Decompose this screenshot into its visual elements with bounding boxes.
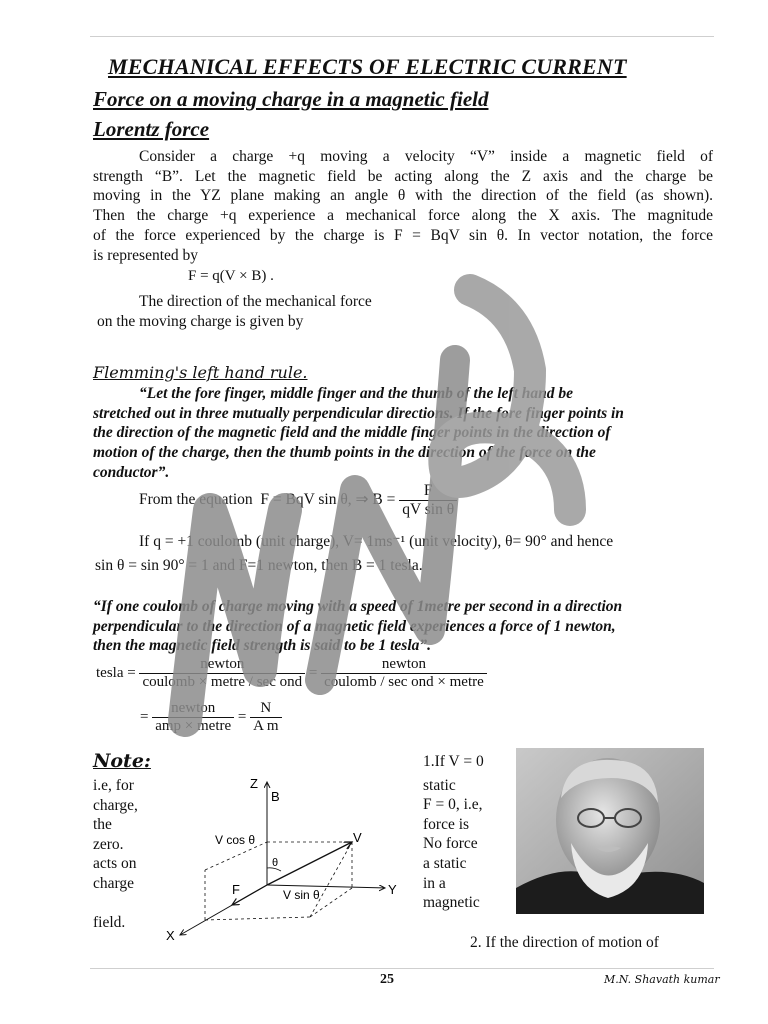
note-left-line: field. [93, 914, 126, 932]
scientist-portrait-photo [516, 748, 704, 914]
note-right-line: in a [423, 874, 446, 892]
units-frac4-num: N [250, 700, 281, 718]
if-q-line: If q = +1 coulomb (unit charge), V= 1ms⁻¹ (unit velocity), θ= 90° and hence [139, 533, 614, 550]
mns-watermark [110, 250, 630, 770]
rule-line: conductor”. [93, 463, 170, 481]
tesla-lhs: tesla = [96, 664, 136, 681]
header-rule [90, 36, 714, 37]
vector-equation: F = q(V × B) . [188, 268, 274, 284]
note-right-line: 1.If V = 0 [423, 753, 484, 770]
note-right-line: No force [423, 835, 478, 853]
note-right-line: force is [423, 815, 470, 833]
units-frac4-den: A m [253, 718, 279, 734]
note-left-line: zero. [93, 835, 124, 853]
velocity-vector [267, 842, 352, 885]
para-line: Then the charge +q experience a mechanical force along the X axis. The magnitude [93, 207, 713, 225]
para-line: is represented by [93, 246, 199, 264]
paragraph-lorentz [93, 147, 713, 265]
from-eq-body: F = BqV sin θ, ⇒ B = [260, 491, 396, 509]
label-z: Z [250, 776, 258, 791]
author-name: M.N. Shavath kumar [604, 973, 720, 986]
para-line: of the force experienced by the charge is F = BqV sin θ. In vector notation, the force [93, 226, 713, 244]
note-left-column [93, 776, 138, 933]
label-v: V [353, 830, 362, 845]
note-point-2: 2. If the direction of motion of [470, 934, 659, 951]
label-f: F [232, 882, 240, 897]
footer-rule [90, 968, 714, 969]
rule-line: “Let the fore finger, middle finger and the thumb of the left hand be [139, 385, 573, 402]
label-x: X [166, 928, 175, 943]
rule-line: the direction of the magnetic field and the middle finger points in the direction of [93, 424, 611, 442]
para-line: Consider a charge +q moving a velocity “V” inside a magnetic field of [139, 148, 713, 165]
def-line: perpendicular to the direction of a magnetic field experiences a force of 1 newton, [93, 617, 616, 635]
b-fraction-num: F [399, 482, 457, 501]
rule-line: stretched out in three mutually perpendicular directions. If the fore finger points in [93, 404, 624, 422]
note-left-line [93, 894, 138, 914]
page-number: 25 [380, 972, 394, 987]
units-frac1-den: coulomb × metre / sec ond [142, 674, 303, 690]
label-vsin: V sin θ [283, 888, 320, 902]
para-line: strength “B”. Let the magnetic field be acting along the Z axis and the charge be [93, 167, 713, 185]
watermark-strokes [185, 290, 570, 720]
fleming-heading: Flemming's left hand rule. [93, 363, 308, 382]
from-eq-prefix: From the equation [139, 491, 253, 509]
note-right-column [423, 752, 484, 913]
note-right-line: static [423, 776, 456, 794]
rule-line: motion of the charge, then the thumb points in the direction of the force on the [93, 444, 596, 462]
note-left-line: charge, [93, 796, 138, 814]
units-frac2-den: coulomb / sec ond × metre [324, 674, 484, 690]
section-heading-force: Force on a moving charge in a magnetic field [93, 87, 489, 111]
section-heading-lorentz: Lorentz force [93, 117, 210, 141]
note-right-line: a static [423, 854, 467, 872]
note-heading: Note: [93, 750, 151, 772]
para-line: The direction of the mechanical force [139, 293, 372, 310]
note-left-line: the [93, 816, 112, 834]
note-left-line: i.e, for [93, 777, 134, 794]
sin-line: sin θ = sin 90° = 1 and F=1 newton, then B = 1 tesla. [95, 557, 423, 574]
units-frac3-den: amp × metre [155, 718, 232, 734]
para-line: moving in the YZ plane making an angle θ with the direction of the field (as shown). [93, 187, 713, 205]
b-fraction-den: qV sin θ [402, 501, 455, 518]
equals-sign: = [308, 664, 318, 681]
units-frac3-num: newton [152, 700, 234, 718]
def-line: then the magnetic field strength is said to be 1 tesla”. [93, 637, 431, 655]
units-frac1-num: newton [139, 656, 305, 674]
para-line: on the moving charge is given by [97, 312, 304, 330]
label-theta: θ [272, 857, 279, 869]
page-title: MECHANICAL EFFECTS OF ELECTRIC CURRENT [108, 54, 627, 79]
lorentz-force-diagram [160, 770, 400, 945]
label-vcos: V cos θ [215, 833, 256, 847]
label-y: Y [388, 882, 397, 897]
equals-sign: = [237, 708, 247, 725]
label-b: B [271, 789, 280, 804]
equals-sign: = [140, 708, 149, 725]
note-left-line: charge [93, 874, 135, 892]
dash-plane-2 [205, 917, 310, 920]
note-right-line: F = 0, i.e, [423, 796, 483, 814]
note-left-line: acts on [93, 855, 137, 873]
units-frac2-num: newton [321, 656, 487, 674]
note-right-line: magnetic [423, 894, 480, 912]
def-line: “If one coulomb of charge moving with a speed of 1metre per second in a direction [93, 598, 623, 615]
